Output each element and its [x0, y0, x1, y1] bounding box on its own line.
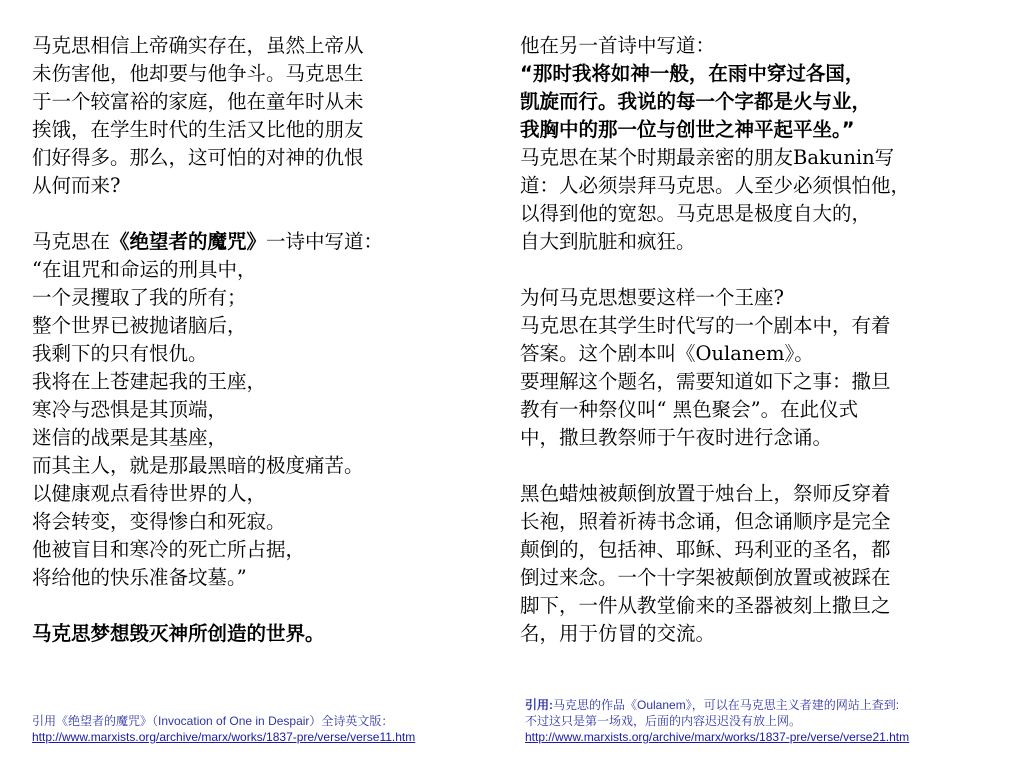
- black-mass-paragraph: [520, 480, 1010, 648]
- poem-line: 以健康观点看待世界的人，: [32, 482, 267, 505]
- poem-line: 而其主人，就是那最黑暗的极度痛苦。: [32, 454, 364, 477]
- text-line: 自大到肮脏和疯狂。: [520, 230, 696, 253]
- bakunin-paragraph: [520, 144, 1010, 256]
- footnote-link[interactable]: http://www.marxists.org/archive/marx/works/1837-pre/verse/verse21.htm: [525, 730, 910, 744]
- poem: [32, 256, 482, 592]
- text-line: 长袍，照着祈祷书念诵，但念诵顺序是完全: [520, 510, 891, 533]
- text-line: 为何马克思想要这样一个王座?: [520, 286, 784, 309]
- poem-intro-line: [32, 228, 482, 256]
- footnote-link[interactable]: http://www.marxists.org/archive/marx/works/1837-pre/verse/verse11.htm: [32, 730, 416, 744]
- poem-line: 我将在上苍建起我的王座，: [32, 370, 267, 393]
- quote-line: 我胸中的那一位与创世之神平起平坐。”: [520, 118, 855, 141]
- poem-line: 一个灵攫取了我的所有；: [32, 286, 247, 309]
- text-line: 们好得多。那么，这可怕的对神的仇恨: [32, 146, 364, 169]
- footnote-left: [32, 713, 415, 745]
- footnote-text-line: [525, 697, 909, 713]
- text-line: 脚下，一件从教堂偷来的圣器被刻上撒旦之: [520, 594, 891, 617]
- text-line: 从何而来?: [32, 174, 121, 197]
- text-line: 答案。这个剧本叫《Oulanem》。: [520, 342, 814, 365]
- text-line: 马克思在某个时期最亲密的朋友Bakunin写: [520, 146, 895, 169]
- text-line: 挨饿，在学生时代的生活又比他的朋友: [32, 118, 364, 141]
- text-line: 未伤害他，他却要与他争斗。马克思生: [32, 62, 364, 85]
- poem-intro-prefix: 马克思在: [32, 230, 111, 253]
- right-column: [520, 32, 1010, 648]
- quote-line: “那时我将如神一般，在雨中穿过各国，: [520, 62, 865, 85]
- footnote-text: 不过这只是第一场戏，后面的内容迟迟没有放上网。: [525, 714, 802, 728]
- text-line: 以得到他的宽恕。马克思是极度自大的，: [520, 202, 872, 225]
- poem-line: 整个世界已被抛诸脑后，: [32, 314, 247, 337]
- footnote-right: [525, 697, 909, 745]
- poem-intro-suffix: 一诗中写道：: [266, 230, 384, 253]
- footnote-text: 马克思的作品《Oulanem》，可以在马克思主义者建的网站上查到:: [553, 698, 900, 712]
- poem-line: 寒冷与恐惧是其顶端，: [32, 398, 228, 421]
- poem-line: 将会转变，变得惨白和死寂。: [32, 510, 286, 533]
- conclusion: 马克思梦想毁灭神所创造的世界。: [32, 622, 325, 645]
- text-line: 名，用于仿冒的交流。: [520, 622, 716, 645]
- intro-paragraph: [32, 32, 482, 200]
- poem-line: 迷信的战栗是其基座，: [32, 426, 228, 449]
- bold-quote: [520, 60, 1010, 144]
- text-line: 马克思在其学生时代写的一个剧本中，有着: [520, 314, 891, 337]
- poem-line: 他被盲目和寒冷的死亡所占据，: [32, 538, 306, 561]
- text-line: 颠倒的，包括神、耶稣、玛利亚的圣名，都: [520, 538, 891, 561]
- poem-line: “在诅咒和命运的刑具中，: [32, 258, 257, 281]
- text-line: 倒过来念。一个十字架被颠倒放置或被踩在: [520, 566, 891, 589]
- poem-line: 将给他的快乐准备坟墓。”: [32, 566, 247, 589]
- quote-line: 凯旋而行。我说的每一个字都是火与业，: [520, 90, 872, 113]
- quote-intro: 他在另一首诗中写道：: [520, 34, 716, 57]
- text-line: 马克思相信上帝确实存在，虽然上帝从: [32, 34, 364, 57]
- text-line: 黑色蜡烛被颠倒放置于烛台上，祭师反穿着: [520, 482, 891, 505]
- text-line: 道：人必须崇拜马克思。人至少必须惧怕他，: [520, 174, 911, 197]
- poem-line: 我剩下的只有恨仇。: [32, 342, 208, 365]
- text-line: 中，撒旦教祭师于午夜时进行念诵。: [520, 426, 833, 449]
- text-line: 教有一种祭仪叫“ 黑色聚会”。在此仪式: [520, 398, 859, 421]
- text-line: 于一个较富裕的家庭，他在童年时从未: [32, 90, 364, 113]
- footnote-label: 引用:: [525, 698, 553, 712]
- left-column: [32, 32, 482, 648]
- poem-title: 《绝望者的魔咒》: [110, 230, 267, 253]
- oulanem-paragraph: [520, 284, 1010, 452]
- text-line: 要理解这个题名，需要知道如下之事：撒旦: [520, 370, 891, 393]
- footnote-text: 引用《绝望者的魔咒》（Invocation of One in Despair）全诗英文版：: [32, 714, 394, 728]
